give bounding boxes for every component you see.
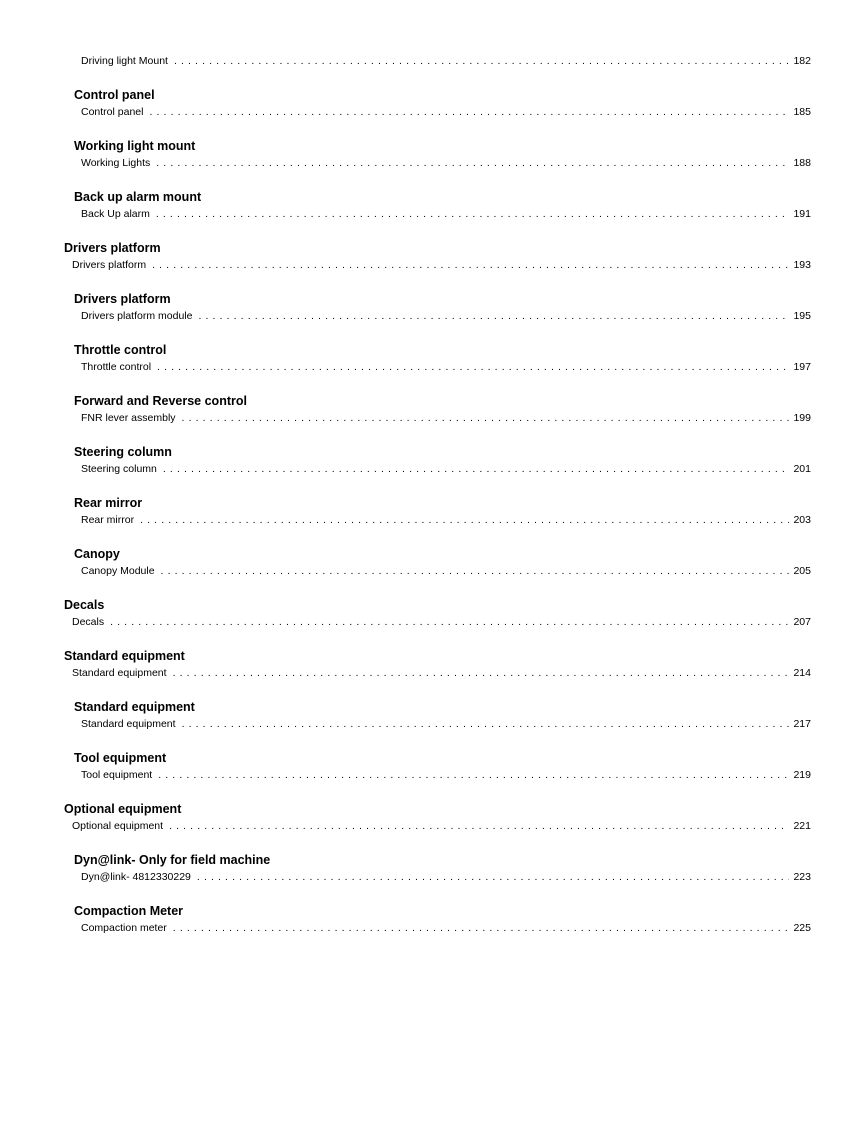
toc-entry-label: Back Up alarm <box>81 208 150 220</box>
toc-entry-label: Drivers platform <box>72 259 147 271</box>
toc-heading: Forward and Reverse control <box>74 394 247 408</box>
toc-entry-label: Working Lights <box>81 157 151 169</box>
toc-entry-label: Compaction meter <box>81 922 167 934</box>
dot-leader <box>174 55 790 68</box>
toc-entry[interactable] <box>81 463 811 476</box>
dot-leader <box>157 361 789 374</box>
toc-page-number: 219 <box>793 769 811 781</box>
toc-heading: Standard equipment <box>74 700 195 714</box>
dot-leader <box>182 412 790 425</box>
toc-heading: Compaction Meter <box>74 904 184 918</box>
toc-heading: Canopy <box>74 547 120 561</box>
dot-leader <box>152 259 789 272</box>
dot-leader <box>198 310 789 323</box>
toc-entry-label: Canopy Module <box>81 565 155 577</box>
toc-page-number: 199 <box>793 412 811 424</box>
toc-entry[interactable] <box>81 769 811 782</box>
toc-heading: Drivers platform <box>64 241 161 255</box>
toc-entry[interactable] <box>72 259 811 272</box>
toc-entry-label: Decals <box>72 616 105 628</box>
dot-leader <box>149 106 789 119</box>
toc-entry[interactable] <box>81 922 811 935</box>
toc-heading: Throttle control <box>74 343 167 357</box>
toc-entry-label: Standard equipment <box>81 718 176 730</box>
toc-entry-label: Driving light Mount <box>81 55 168 67</box>
toc-entry[interactable] <box>81 157 811 170</box>
toc-entry[interactable] <box>72 616 811 629</box>
toc-page-number: 182 <box>793 55 811 67</box>
toc-heading: Decals <box>64 598 105 612</box>
toc-heading: Standard equipment <box>64 649 185 663</box>
toc-page-number: 185 <box>793 106 811 118</box>
toc-page-number: 207 <box>793 616 811 628</box>
toc-heading: Rear mirror <box>74 496 143 510</box>
toc-entry[interactable] <box>81 310 811 323</box>
toc-entry-label: Throttle control <box>81 361 152 373</box>
toc-page-number: 205 <box>793 565 811 577</box>
toc-entry[interactable] <box>81 208 811 221</box>
dot-leader <box>161 565 790 578</box>
dot-leader <box>158 769 789 782</box>
toc-page-number: 221 <box>793 820 811 832</box>
toc-page-number: 217 <box>793 718 811 730</box>
dot-leader <box>156 157 789 170</box>
dot-leader <box>169 820 789 833</box>
toc-entry[interactable] <box>81 514 811 527</box>
toc-page-number: 225 <box>793 922 811 934</box>
toc-entry[interactable] <box>81 361 811 374</box>
dot-leader <box>110 616 789 629</box>
toc-page-number: 191 <box>793 208 811 220</box>
toc-entry-label: Rear mirror <box>81 514 135 526</box>
toc-heading: Drivers platform <box>74 292 171 306</box>
toc-heading: Dyn@link- Only for field machine <box>74 853 271 867</box>
toc-entry-label: Optional equipment <box>72 820 164 832</box>
dot-leader <box>163 463 790 476</box>
toc-entry[interactable] <box>81 106 811 119</box>
toc-entry[interactable] <box>81 871 811 884</box>
toc-entry[interactable] <box>72 667 811 680</box>
dot-leader <box>197 871 790 884</box>
toc-heading: Back up alarm mount <box>74 190 202 204</box>
toc-entry-label: Standard equipment <box>72 667 167 679</box>
toc-page-number: 201 <box>793 463 811 475</box>
toc-page-number: 197 <box>793 361 811 373</box>
toc-entry[interactable] <box>81 565 811 578</box>
toc-entry-label: Drivers platform module <box>81 310 193 322</box>
toc-entry-label: Control panel <box>81 106 144 118</box>
toc-entry[interactable] <box>81 55 811 68</box>
dot-leader <box>173 922 790 935</box>
toc-page-number: 193 <box>793 259 811 271</box>
toc-page-number: 195 <box>793 310 811 322</box>
toc-entry[interactable] <box>72 820 811 833</box>
toc-page-number: 188 <box>793 157 811 169</box>
toc-heading: Control panel <box>74 88 155 102</box>
toc-entry-label: Steering column <box>81 463 157 475</box>
toc-heading: Working light mount <box>74 139 196 153</box>
toc-heading: Optional equipment <box>64 802 182 816</box>
dot-leader <box>156 208 790 221</box>
toc-heading: Tool equipment <box>74 751 167 765</box>
dot-leader <box>182 718 790 731</box>
toc-page-number: 223 <box>793 871 811 883</box>
toc-heading: Steering column <box>74 445 172 459</box>
toc-entry[interactable] <box>81 718 811 731</box>
toc-entry[interactable] <box>81 412 811 425</box>
toc-page-number: 203 <box>793 514 811 526</box>
dot-leader <box>140 514 789 527</box>
toc-entry-label: Dyn@link- 4812330229 <box>81 871 191 883</box>
dot-leader <box>173 667 790 680</box>
toc-entry-label: Tool equipment <box>81 769 153 781</box>
toc-page-number: 214 <box>793 667 811 679</box>
toc-entry-label: FNR lever assembly <box>81 412 176 424</box>
